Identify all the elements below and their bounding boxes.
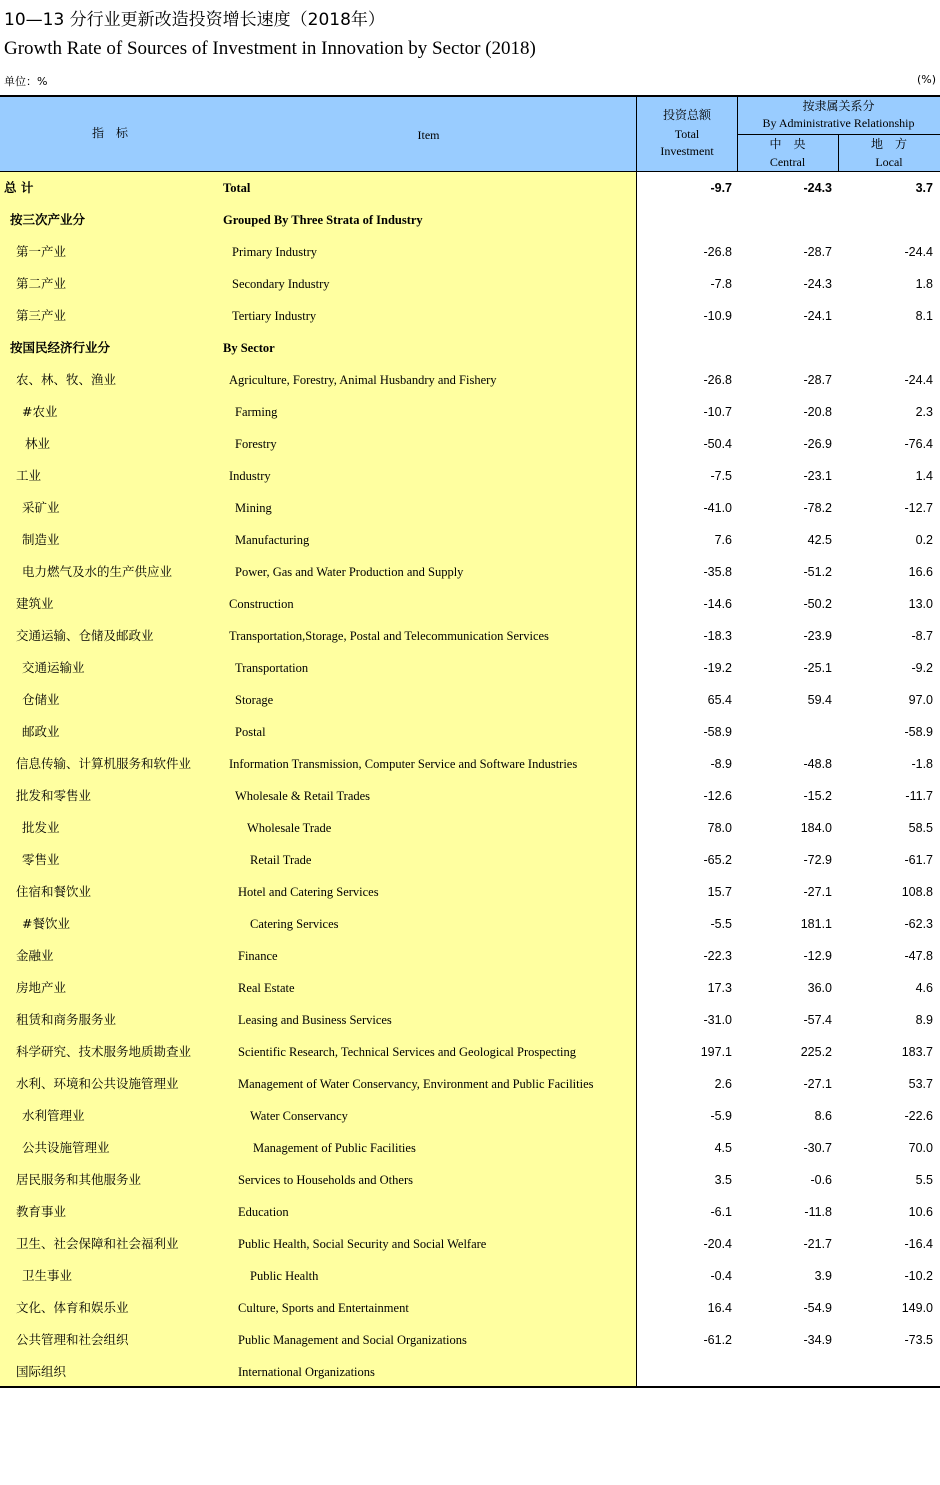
table-row <box>0 460 940 492</box>
cell-local: -61.7 <box>904 853 933 867</box>
header-divider <box>636 97 637 172</box>
cell-local <box>840 1356 933 1388</box>
cell-local: -76.4 <box>904 437 933 451</box>
row-label-cn: 文化、体育和娱乐业 <box>16 1300 129 1315</box>
row-label-cn: 农、林、牧、渔业 <box>16 372 117 387</box>
row-label-cn: 制造业 <box>22 532 60 547</box>
cell-central: -78.2 <box>803 501 832 515</box>
table-row <box>0 300 940 332</box>
cell-local: 58.5 <box>908 821 933 835</box>
row-label-en: Services to Households and Others <box>238 1173 413 1187</box>
row-label-cn: 公共设施管理业 <box>22 1140 110 1155</box>
cell-central <box>740 716 832 748</box>
row-label-en: Public Health <box>250 1269 319 1283</box>
cell-local: -58.9 <box>904 725 933 739</box>
row-label-en: Primary Industry <box>232 245 318 259</box>
row-label-en: Management of Public Facilities <box>253 1141 416 1155</box>
cell-local <box>840 204 933 236</box>
table-row <box>0 716 940 748</box>
cell-local: 4.6 <box>915 981 933 995</box>
cell-central: -15.2 <box>803 789 832 803</box>
unit-label: 单位：% <box>4 75 48 88</box>
cell-local: 183.7 <box>901 1045 933 1059</box>
table-row <box>0 1036 940 1068</box>
row-label-cn: #农业 <box>22 404 58 419</box>
table-row <box>0 1356 940 1388</box>
row-label-cn: 教育事业 <box>16 1204 67 1219</box>
row-label-cn: 交通运输、仓储及邮政业 <box>16 628 154 643</box>
cell-local: 149.0 <box>901 1301 933 1315</box>
row-label-cn: 第三产业 <box>16 308 67 323</box>
cell-local: -8.7 <box>911 629 933 643</box>
cell-central: -57.4 <box>803 1013 832 1027</box>
row-label-en: Secondary Industry <box>232 277 330 291</box>
row-label-en: Total <box>223 181 251 195</box>
row-label-cn: 按三次产业分 <box>10 212 86 227</box>
cell-local: 16.6 <box>908 565 933 579</box>
cell-total: -31.0 <box>703 1013 732 1027</box>
row-label-en: Culture, Sports and Entertainment <box>238 1301 409 1315</box>
row-label-en: Wholesale & Retail Trades <box>235 789 371 803</box>
cell-local: -24.4 <box>904 245 933 259</box>
cell-total: -7.5 <box>710 469 732 483</box>
cell-central: -24.3 <box>803 181 832 195</box>
row-label-en: Agriculture, Forestry, Animal Husbandry and Fishery <box>229 373 497 387</box>
table-row <box>0 428 940 460</box>
cell-central: -20.8 <box>803 405 832 419</box>
cell-local: 3.7 <box>915 181 933 195</box>
cell-central: -26.9 <box>803 437 832 451</box>
cell-central: -24.3 <box>803 277 832 291</box>
cell-local: -22.6 <box>904 1109 933 1123</box>
cell-total: -50.4 <box>703 437 732 451</box>
cell-total: -58.9 <box>703 725 732 739</box>
cell-local: 8.1 <box>915 309 933 323</box>
row-label-cn: 第一产业 <box>16 244 67 259</box>
cell-central: -30.7 <box>803 1141 832 1155</box>
cell-local: 8.9 <box>915 1013 933 1027</box>
header-indicator: 指 标 <box>91 126 128 140</box>
cell-local: 70.0 <box>908 1141 933 1155</box>
row-label-cn: 第二产业 <box>16 276 67 291</box>
header-item: Item <box>417 128 440 142</box>
header-divider <box>838 134 839 172</box>
row-label-cn: 邮政业 <box>22 724 60 739</box>
row-label-cn: #餐饮业 <box>22 916 70 931</box>
cell-central: 3.9 <box>814 1269 832 1283</box>
cell-local: -9.2 <box>911 661 933 675</box>
cell-central: -28.7 <box>803 373 832 387</box>
cell-central: -24.1 <box>803 309 832 323</box>
row-label-en: Hotel and Catering Services <box>238 885 379 899</box>
cell-local: -12.7 <box>904 501 933 515</box>
cell-local: 108.8 <box>901 885 933 899</box>
row-label-en: Construction <box>229 597 294 611</box>
cell-total: -9.7 <box>710 181 732 195</box>
cell-local: -73.5 <box>904 1333 933 1347</box>
cell-local: 53.7 <box>908 1077 933 1091</box>
row-label-cn: 房地产业 <box>16 980 67 995</box>
row-label-cn: 仓储业 <box>22 692 60 707</box>
header-total-en1: Total <box>674 127 700 141</box>
row-label-en: Power, Gas and Water Production and Supply <box>235 565 464 579</box>
cell-central: -51.2 <box>803 565 832 579</box>
table-row <box>0 1100 940 1132</box>
row-label-cn: 电力燃气及水的生产供应业 <box>22 564 173 579</box>
header-total-cn: 投资总额 <box>662 108 711 122</box>
cell-local: -62.3 <box>904 917 933 931</box>
cell-total: 17.3 <box>707 981 732 995</box>
row-label-cn: 采矿业 <box>22 500 60 515</box>
cell-central: -11.8 <box>804 1205 832 1219</box>
table-row <box>0 204 940 236</box>
table-row <box>0 524 940 556</box>
table-row <box>0 492 940 524</box>
page-title-en: Growth Rate of Sources of Investment in Innovation by Sector (2018) <box>4 38 536 59</box>
row-label-en: Scientific Research, Technical Services and Geological Prospecting <box>238 1045 577 1059</box>
row-label-cn: 科学研究、技术服务地质勘查业 <box>16 1044 192 1059</box>
cell-central: -50.2 <box>803 597 832 611</box>
row-label-en: Management of Water Conservancy, Environment and Public Facilities <box>238 1077 594 1091</box>
row-label-en: Industry <box>229 469 271 483</box>
cell-total: 15.7 <box>707 885 732 899</box>
cell-total: 65.4 <box>707 693 732 707</box>
table-row <box>0 812 940 844</box>
cell-local: 1.4 <box>915 469 933 483</box>
table-row <box>0 236 940 268</box>
row-label-en: Transportation <box>235 661 309 675</box>
cell-central: -54.9 <box>803 1301 832 1315</box>
cell-total: -61.2 <box>703 1333 732 1347</box>
cell-local: 0.2 <box>915 533 933 547</box>
row-label-en: Water Conservancy <box>250 1109 348 1123</box>
cell-total: -19.2 <box>703 661 732 675</box>
cell-total: -10.9 <box>703 309 732 323</box>
table-row <box>0 396 940 428</box>
cell-central <box>740 204 832 236</box>
row-label-en: Real Estate <box>238 981 295 995</box>
cell-total: 7.6 <box>714 533 732 547</box>
cell-total: 3.5 <box>714 1173 732 1187</box>
header-admin-en: By Administrative Relationship <box>762 116 915 130</box>
table-row <box>0 748 940 780</box>
percent-label: (%) <box>916 73 936 86</box>
table-row <box>0 780 940 812</box>
table-row <box>0 620 940 652</box>
table-row <box>0 844 940 876</box>
row-label-cn: 零售业 <box>22 852 60 867</box>
cell-central: -12.9 <box>803 949 832 963</box>
cell-central: 184.0 <box>800 821 832 835</box>
table-row <box>0 652 940 684</box>
row-label-en: Grouped By Three Strata of Industry <box>223 213 423 227</box>
table-row <box>0 1068 940 1100</box>
cell-total: 4.5 <box>714 1141 732 1155</box>
row-label-en: Postal <box>235 725 266 739</box>
cell-total: -41.0 <box>703 501 732 515</box>
row-label-en: Mining <box>235 501 272 515</box>
cell-local: 1.8 <box>915 277 933 291</box>
row-label-cn: 水利、环境和公共设施管理业 <box>16 1076 179 1091</box>
cell-central: -25.1 <box>803 661 832 675</box>
cell-central: 42.5 <box>807 533 832 547</box>
row-label-cn: 总 计 <box>4 180 34 195</box>
row-label-cn: 批发和零售业 <box>16 788 92 803</box>
cell-local: 2.3 <box>915 405 933 419</box>
cell-central: -0.6 <box>810 1173 832 1187</box>
row-label-en: Storage <box>235 693 274 707</box>
cell-total: -14.6 <box>703 597 732 611</box>
table-row <box>0 1228 940 1260</box>
header-local-cn: 地 方 <box>870 137 907 151</box>
row-label-en: Forestry <box>235 437 277 451</box>
cell-total: 78.0 <box>707 821 732 835</box>
row-label-en: Leasing and Business Services <box>238 1013 392 1027</box>
cell-total: -0.4 <box>710 1269 732 1283</box>
data-table <box>0 95 940 1388</box>
table-row <box>0 684 940 716</box>
cell-total <box>640 204 732 236</box>
table-row <box>0 268 940 300</box>
row-label-en: Manufacturing <box>235 533 310 547</box>
row-label-cn: 信息传输、计算机服务和软件业 <box>16 756 192 771</box>
cell-central: -27.1 <box>803 885 832 899</box>
table-row <box>0 172 940 204</box>
cell-local: 5.5 <box>915 1173 933 1187</box>
cell-local: -10.2 <box>904 1269 933 1283</box>
row-label-en: Public Health, Social Security and Social Welfare <box>238 1237 487 1251</box>
cell-local: -47.8 <box>904 949 933 963</box>
cell-central: -34.9 <box>803 1333 832 1347</box>
cell-total: -65.2 <box>703 853 732 867</box>
cell-central: -23.9 <box>803 629 832 643</box>
table-row <box>0 1164 940 1196</box>
cell-local: 97.0 <box>908 693 933 707</box>
row-label-cn: 卫生、社会保障和社会福利业 <box>16 1236 179 1251</box>
cell-central: 36.0 <box>807 981 832 995</box>
header-total-en2: Investment <box>660 144 714 158</box>
row-label-cn: 居民服务和其他服务业 <box>16 1172 142 1187</box>
cell-central: -21.7 <box>803 1237 832 1251</box>
row-label-en: Tertiary Industry <box>232 309 317 323</box>
cell-total: -12.6 <box>703 789 732 803</box>
row-label-cn: 国际组织 <box>16 1364 67 1379</box>
cell-local: -24.4 <box>904 373 933 387</box>
cell-central: -72.9 <box>803 853 832 867</box>
row-label-cn: 工业 <box>16 468 42 483</box>
row-label-cn: 林业 <box>25 436 51 451</box>
row-label-en: Information Transmission, Computer Service and Software Industries <box>229 757 578 771</box>
header-central-cn: 中 央 <box>769 137 806 151</box>
row-label-cn: 交通运输业 <box>22 660 85 675</box>
table-row <box>0 876 940 908</box>
cell-total: -22.3 <box>703 949 732 963</box>
table-row <box>0 1292 940 1324</box>
cell-total: -35.8 <box>703 565 732 579</box>
cell-total: 2.6 <box>714 1077 732 1091</box>
cell-central <box>740 332 832 364</box>
table-row <box>0 588 940 620</box>
table-row <box>0 1132 940 1164</box>
cell-total: -10.7 <box>703 405 732 419</box>
table-row <box>0 1196 940 1228</box>
cell-total <box>640 1356 732 1388</box>
row-label-cn: 水利管理业 <box>22 1108 85 1123</box>
cell-total: -5.9 <box>710 1109 732 1123</box>
row-label-en: Retail Trade <box>250 853 312 867</box>
table-row <box>0 972 940 1004</box>
table-row <box>0 556 940 588</box>
row-label-cn: 公共管理和社会组织 <box>16 1332 129 1347</box>
table-bottom-rule <box>0 1386 940 1388</box>
cell-central: -48.8 <box>803 757 832 771</box>
row-label-cn: 租赁和商务服务业 <box>16 1012 117 1027</box>
table-row <box>0 332 940 364</box>
cell-total: -26.8 <box>703 245 732 259</box>
cell-total: -7.8 <box>710 277 732 291</box>
table-row <box>0 1004 940 1036</box>
cell-central: 8.6 <box>814 1109 832 1123</box>
cell-total: -26.8 <box>703 373 732 387</box>
cell-total: -6.1 <box>710 1205 732 1219</box>
cell-local: -1.8 <box>911 757 933 771</box>
row-label-cn: 批发业 <box>22 820 60 835</box>
row-label-cn: 卫生事业 <box>22 1268 73 1283</box>
cell-central: -23.1 <box>803 469 832 483</box>
cell-local: 10.6 <box>908 1205 933 1219</box>
page-title-cn: 10—13 分行业更新改造投资增长速度（2018年） <box>4 10 385 30</box>
cell-central: 59.4 <box>807 693 832 707</box>
table-row <box>0 1324 940 1356</box>
row-label-en: Education <box>238 1205 289 1219</box>
row-label-cn: 住宿和餐饮业 <box>16 884 92 899</box>
table-row <box>0 1260 940 1292</box>
table-header <box>0 95 940 172</box>
table-row <box>0 364 940 396</box>
row-label-cn: 金融业 <box>16 948 54 963</box>
table-row <box>0 940 940 972</box>
row-label-en: Wholesale Trade <box>247 821 332 835</box>
row-label-cn: 建筑业 <box>16 596 54 611</box>
header-central-en: Central <box>769 155 806 169</box>
cell-central <box>740 1356 832 1388</box>
cell-local <box>840 332 933 364</box>
header-divider <box>737 134 940 135</box>
cell-total: -5.5 <box>710 917 732 931</box>
cell-total: -18.3 <box>703 629 732 643</box>
header-local-en: Local <box>875 155 903 169</box>
cell-total: 197.1 <box>700 1045 732 1059</box>
cell-central: 181.1 <box>800 917 832 931</box>
row-label-en: Transportation,Storage, Postal and Telecommunication Services <box>229 629 549 643</box>
row-label-en: Catering Services <box>250 917 339 931</box>
table-row <box>0 908 940 940</box>
row-label-en: Farming <box>235 405 278 419</box>
cell-central: -27.1 <box>803 1077 832 1091</box>
row-label-en: International Organizations <box>238 1365 375 1379</box>
header-admin-cn: 按隶属关系分 <box>802 99 875 113</box>
row-label-en: By Sector <box>223 341 275 355</box>
cell-total: 16.4 <box>707 1301 732 1315</box>
cell-local: -16.4 <box>904 1237 933 1251</box>
cell-local: 13.0 <box>908 597 933 611</box>
cell-total <box>640 332 732 364</box>
cell-central: 225.2 <box>800 1045 832 1059</box>
row-label-en: Public Management and Social Organizations <box>238 1333 467 1347</box>
cell-total: -20.4 <box>703 1237 732 1251</box>
row-label-en: Finance <box>238 949 278 963</box>
cell-total: -8.9 <box>710 757 732 771</box>
row-label-cn: 按国民经济行业分 <box>10 340 111 355</box>
cell-central: -28.7 <box>803 245 832 259</box>
cell-local: -11.7 <box>905 789 933 803</box>
